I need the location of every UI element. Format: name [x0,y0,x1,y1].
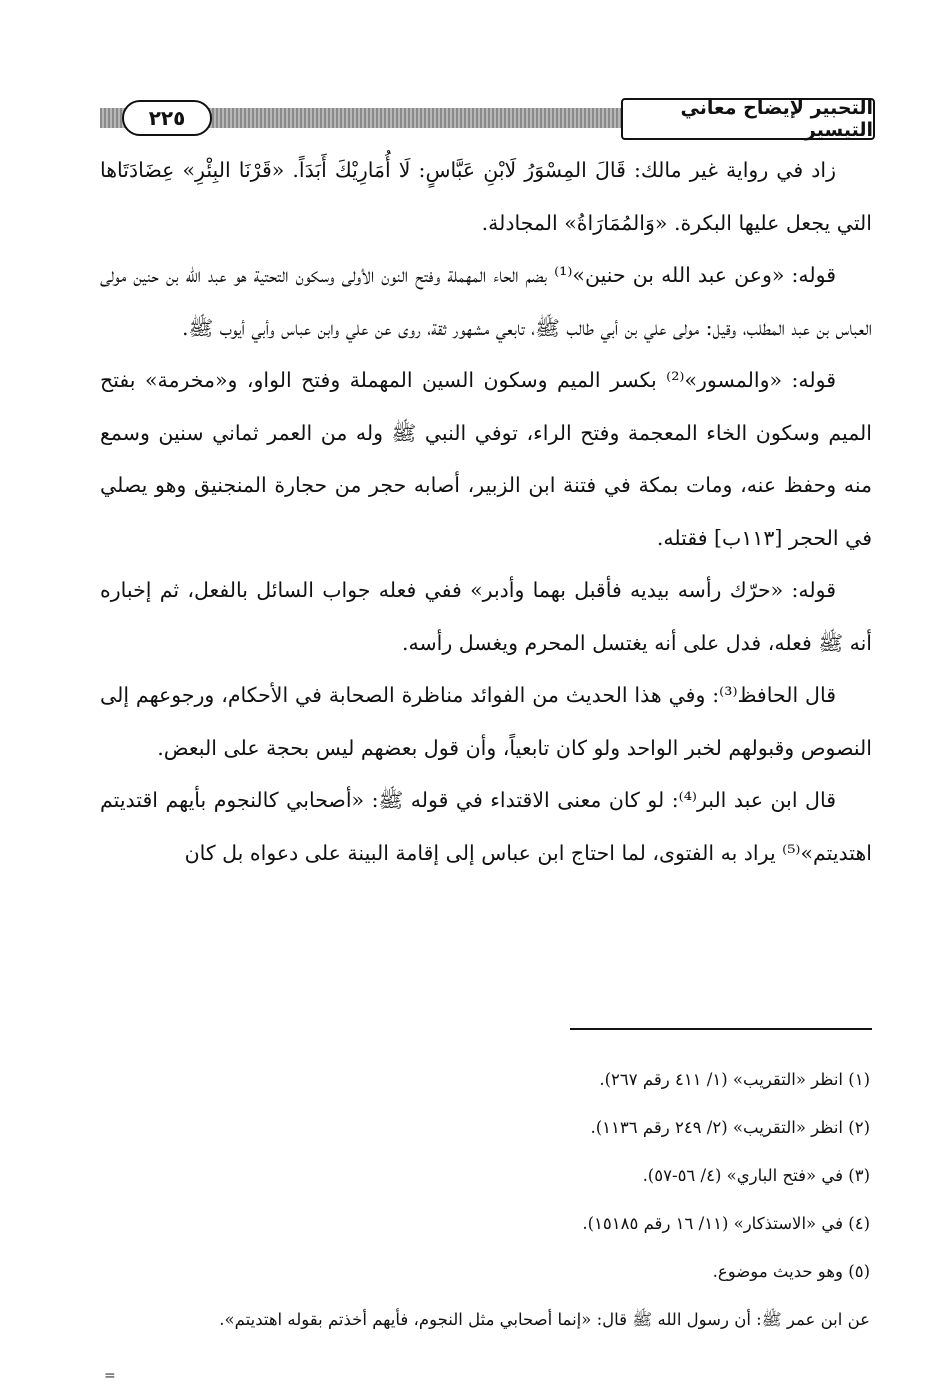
continuation-mark: = [104,1368,116,1384]
paragraph-6: قال ابن عبد البر⁽⁴⁾: لو كان معنى الاقتداء في قوله ﷺ: «أصحابي كالنجوم بأيهم اقتديتم اهتديتم»⁽⁵⁾ يراد به الفتوى، لما احتاج ابن عباس إلى إقامة البينة على دعواه بل كان [100,788,872,865]
paragraph-3: قوله: «والمسور»⁽²⁾ بكسر الميم وسكون السين المهملة وفتح الواو، و«مخرمة» بفتح الميم وسكون الخاء المعجمة وفتح الراء، توفي النبي ﷺ وله من العمر ثماني سنين وسمع منه وحفظ عنه، ومات بمكة في فتنة ابن الزبير، أصابه حجر من حجارة المنجنيق وهو يصلي في الحجر [١١٣ب] فقتله. [100,368,872,550]
footnote-1: (١) انظر «التقريب» (١/ ٤١١ رقم ٢٦٧). [599,1070,870,1089]
footnote-5: (٥) وهو حديث موضوع. [712,1262,870,1281]
running-header [100,97,875,141]
page-number: ٢٢٥ [122,100,212,136]
footnotes [100,1058,870,1342]
paragraph-2: قوله: «وعن عبد الله بن حنين»⁽¹⁾ بضم الحاء المهملة وفتح النون الأولى وسكون التحتية هو عبد الله بن حنين مولى العباس بن عبد المطلب، وقيل: مولى علي بن أبي طالب ﷺ، تابعي مشهور ثقة، روى عن علي وابن عباس وأبي أيوب ﷺ. [100,263,872,340]
footnote-4: (٤) في «الاستذكار» (١١/ ١٦ رقم ١٥١٨٥). [582,1214,870,1233]
footnote-3: (٣) في «فتح الباري» (٤/ ٥٦-٥٧). [642,1166,870,1185]
footnote-separator [570,1028,872,1030]
paragraph-5: قال الحافظ⁽³⁾: وفي هذا الحديث من الفوائد مناظرة الصحابة في الأحكام، ورجوعهم إلى النصوص وقبولهم لخبر الواحد ولو كان تابعياً، وأن قول بعضهم ليس بحجة على البعض. [100,683,872,760]
book-title: التحبير لإيضاح معاني التيسير [621,98,875,140]
paragraph-1: زاد في رواية غير مالك: قَالَ المِسْوَرُ لَابْنِ عَبَّاسٍ: لَا أُمَارِيْكَ أَبَدَاً. «قَرْنَا البِئْرِ» عِضَادَتَاها التي يجعل عليها البكرة. «وَالمُمَارَاةُ» المجادلة. [100,158,872,235]
paragraph-4: قوله: «حرّك رأسه بيديه فأقبل بهما وأدبر» ففي فعله جواب السائل بالفعل، ثم إخباره أنه ﷺ فعله، فدل على أنه يغتسل المحرم ويغسل رأسه. [100,578,872,655]
main-text [100,144,872,879]
footnote-2: (٢) انظر «التقريب» (٢/ ٢٤٩ رقم ١١٣٦). [590,1118,870,1137]
footnote-continuation: عن ابن عمر ﷺ: أن رسول الله ﷺ قال: «إنما أصحابي مثل النجوم، فأيهم أخذتم بقوله اهتديتم». [219,1310,870,1329]
